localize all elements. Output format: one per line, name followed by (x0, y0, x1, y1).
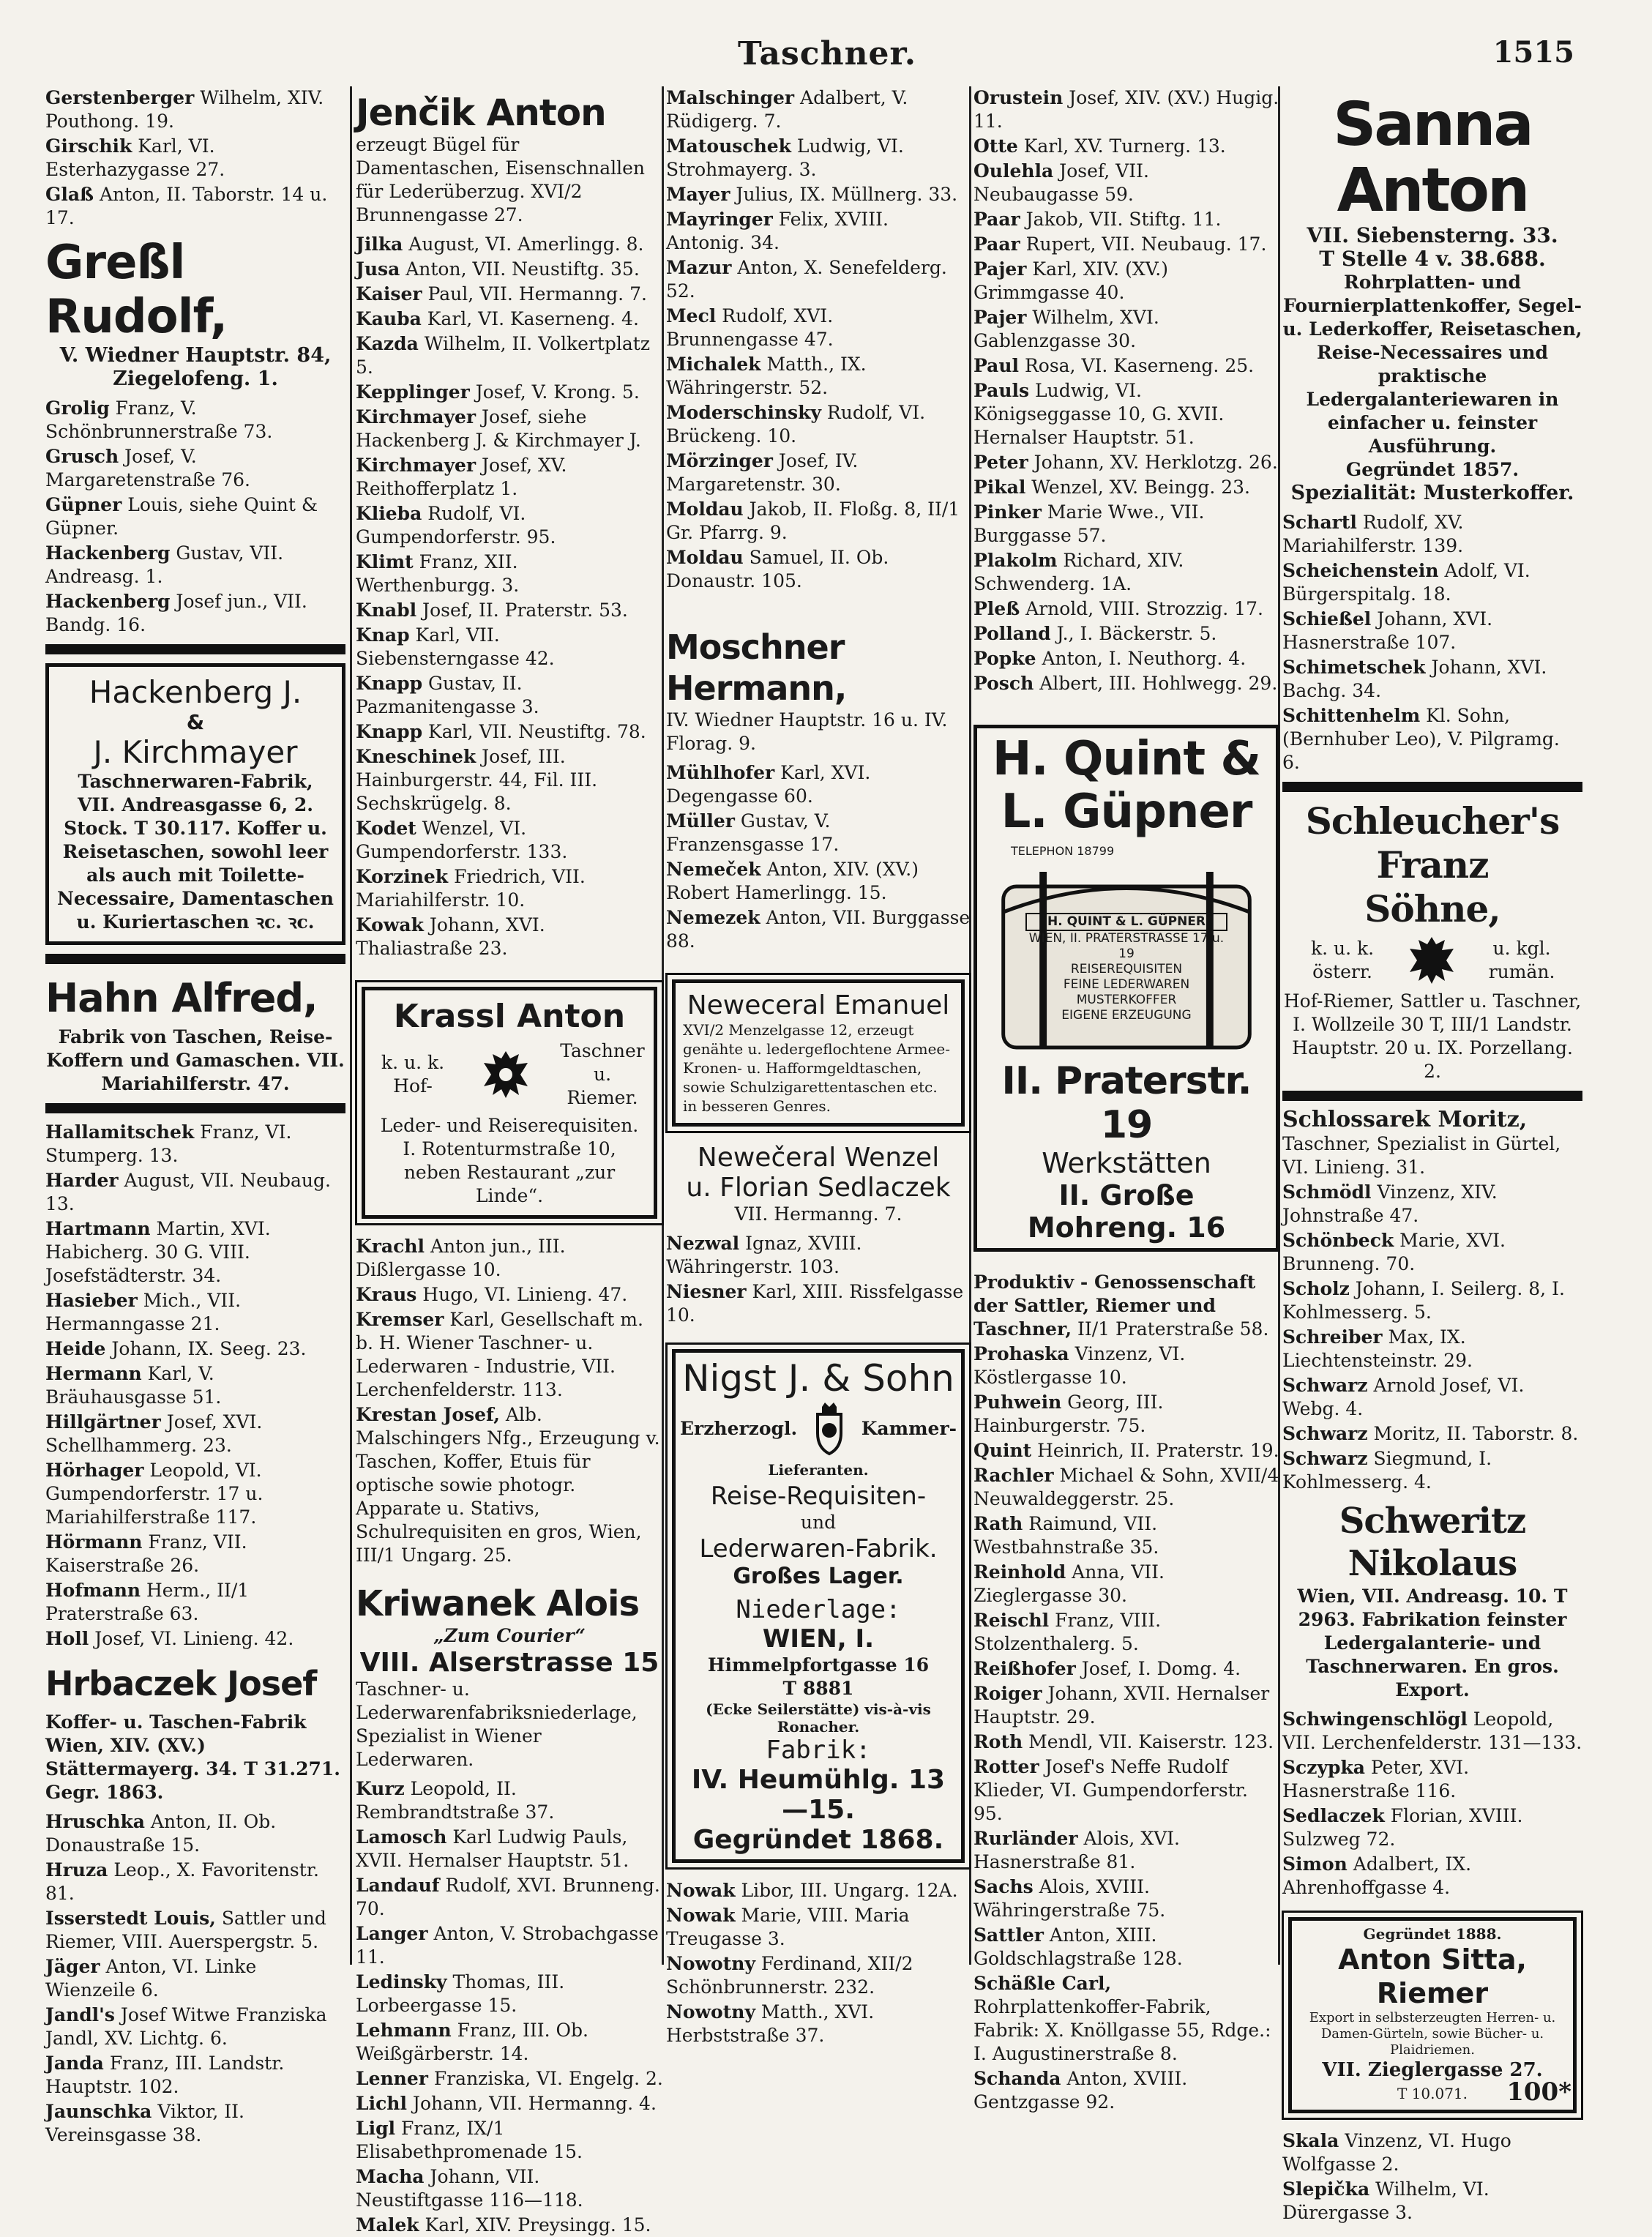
list-item: Knap Karl, VII. Siebensterngasse 42. (356, 624, 555, 669)
page-number: 1515 (1492, 35, 1574, 70)
ad-name: H. Quint & (992, 732, 1261, 786)
list-item: Produktiv - Genossenschaft der Sattler, Riemer und Taschner, II/1 Praterstraße 58. (973, 1271, 1269, 1340)
ad-name: Neweceral Emanuel (687, 990, 950, 1020)
list-item: Popke Anton, I. Neuthorg. 4. (973, 648, 1247, 669)
ad-name: Jenčik Anton (356, 92, 606, 134)
list-item: Sattler Anton, XIII. Goldschlagstraße 128. (973, 1924, 1183, 1969)
list-item: Müller Gustav, V. Franzensgasse 17. (666, 810, 840, 855)
list-item: Hackenberg Gustav, VII. Andreasg. 1. (45, 542, 284, 587)
list-item: Matouschek Ludwig, VI. Strohmayerg. 3. (666, 135, 904, 180)
page-title: Taschner. (737, 35, 917, 72)
list-item: Schittenhelm Kl. Sohn, (Bernhuber Leo), V. Pilgramg. 6. (1282, 705, 1560, 773)
advertisement-jencik (356, 92, 663, 227)
list-item: Schäßle Carl, Rohrplattenkoffer-Fabrik, Fabrik: X. Knöllgasse 55, Rdge.: I. Augustinerstraße 8. (973, 1973, 1271, 2064)
list-item: Pajer Wilhelm, XVI. Gablenzgasse 30. (973, 307, 1159, 351)
list-item: Nowak Marie, VIII. Maria Treugasse 3. (666, 1905, 910, 1949)
ad-line: Reise-Requisiten- (710, 1482, 927, 1511)
column-divider (350, 86, 352, 1965)
list-item: Pauls Ludwig, VI. Königseggasse 10, G. XVII. Hernalser Hauptstr. 51. (973, 380, 1225, 448)
list-item: Lichl Johann, VII. Hermanng. 4. (356, 2093, 657, 2114)
list-item: Schwingenschlögl Leopold, VII. Lerchenfelderstr. 131—133. (1282, 1708, 1582, 1753)
ad-line: IV. Heumühlg. 13—15. (691, 1765, 946, 1825)
ad-name: Krassl Anton (393, 998, 626, 1035)
rule (45, 644, 345, 654)
list-item: Skala Vinzenz, VI. Hugo Wolfgasse 2. (1282, 2130, 1511, 2175)
list-item: Krachl Anton jun., III. Dißlergasse 10. (356, 1236, 566, 1280)
list-item: Hofmann Herm., II/1 Praterstraße 63. (45, 1580, 250, 1624)
list-item: Moldau Jakob, II. Floßg. 8, II/1 Gr. Pfarrg. 9. (666, 498, 960, 543)
list-item: Lamosch Karl Ludwig Pauls, XVII. Hernalser Hauptstr. 51. (356, 1826, 629, 1871)
list-item: Schönbeck Marie, XVI. Brunneng. 70. (1282, 1230, 1506, 1274)
list-item: Reinhold Anna, VII. Zieglergasse 30. (973, 1561, 1165, 1606)
list-item: Sachs Alois, XVIII. Währingerstraße 75. (973, 1876, 1166, 1921)
list-item: Korzinek Friedrich, VII. Mariahilferstr. 10. (356, 866, 586, 911)
advertisement-neweceral (672, 979, 965, 1127)
list-item: Grolig Franz, V. Schönbrunnerstraße 73. (45, 397, 273, 442)
list-item: Kirchmayer Josef, XV. Reithofferplatz 1. (356, 455, 567, 499)
list-item: Mazur Anton, X. Senefelderg. 52. (666, 257, 947, 302)
list-item: Kauba Karl, VI. Kaserneng. 4. (356, 308, 639, 329)
list-item: Malschinger Adalbert, V. Rüdigerg. 7. (666, 87, 908, 132)
list-item: Mühlhofer Karl, XVI. Degengasse 60. (666, 762, 871, 807)
trunk-illustration (982, 843, 1271, 1055)
ad-line: T 8881 (782, 1678, 854, 1699)
ad-address: VII. Zieglergasse 27. (1322, 2059, 1543, 2081)
list-item: Rurländer Alois, XVI. Hasnerstraße 81. (973, 1828, 1181, 1872)
ad-name: Hackenberg J. (89, 674, 302, 710)
list-item: Nowotny Ferdinand, XII/2 Schönbrunnerstr. 232. (666, 1953, 913, 1998)
list-item: Hackenberg Josef jun., VII. Bandg. 16. (45, 591, 307, 635)
list-item: Klieba Rudolf, VI. Gumpendorferstr. 95. (356, 503, 556, 548)
list-item: Kazda Wilhelm, II. Volkertplatz 5. (356, 333, 651, 378)
list-item: Otte Karl, XV. Turnerg. 13. (973, 135, 1226, 157)
list-item: Moldau Samuel, II. Ob. Donaustr. 105. (666, 547, 889, 591)
ad-body: Rohrplatten- und Fournierplattenkoffer, Segel- u. Lederkoffer, Reisetaschen, Reise-Necessaires und praktische Ledergalanteriewaren in einfacher u. feinster Ausführung. (1282, 272, 1582, 457)
list-item: Jandl's Josef Witwe Franziska Jandl, XV. Lichtg. 6. (45, 2004, 327, 2049)
advertisement-quint (973, 725, 1279, 1252)
ad-name-2: u. Florian Sedlaczek (686, 1173, 951, 1203)
ad-role: Taschner u. Riemer. (560, 1040, 645, 1108)
ad-name-2: Söhne, (1364, 887, 1500, 930)
coat-of-arms-icon (800, 1400, 859, 1458)
double-eagle-icon (1402, 931, 1461, 990)
list-item: Nezwal Ignaz, XVIII. Währingerstr. 103. (666, 1233, 862, 1277)
list-item: Nemeček Anton, XIV. (XV.) Robert Hamerlingg. 15. (666, 859, 919, 903)
list-item: Posch Albert, III. Hohlwegg. 29. (973, 673, 1278, 694)
list-item: Rotter Josef's Neffe Rudolf Klieder, VI. Gumpendorferstr. 95. (973, 1756, 1248, 1824)
ad-line: II. Große Mohreng. 16 (1027, 1179, 1226, 1244)
list-item: Jusa Anton, VII. Neustiftg. 35. (356, 258, 640, 280)
ad-body: XVI/2 Menzelgasse 12, erzeugt genähte u. ledergeflochtene Armee-Kronen- u. Hafformgeldtaschen, sowie Schulzigarettentaschen etc. in besseren Genres. (683, 1021, 951, 1115)
ad-name: Schweritz Nikolaus (1339, 1501, 1526, 1584)
list-item: Krestan Josef, Alb. Malschingers Nfg., Erzeugung v. Taschen, Koffer, Etuis für optische sowie photogr. Apparate u. Stativs, Schulrequisiten en gros, Wien, III/1 Ungarg. 25. (356, 1404, 660, 1566)
trunk-line: REISEREQUISITEN (1070, 962, 1183, 976)
ad-specialty: Spezialität: Musterkoffer. (1290, 482, 1574, 504)
ad-name: Newečeral Wenzel (697, 1143, 940, 1173)
ad-right: u. kgl. rumän. (1488, 938, 1555, 982)
ad-ampersand: & (186, 710, 205, 734)
ad-address: II. Praterstr. 19 (1001, 1059, 1252, 1147)
list-item: Paul Rosa, VI. Kaserneng. 25. (973, 355, 1255, 376)
list-item: Schreiber Max, IX. Liechtensteinstr. 29. (1282, 1326, 1473, 1371)
list-item: Glaß Anton, II. Taborstr. 14 u. 17. (45, 184, 328, 228)
list-item: Grusch Josef, V. Margaretenstraße 76. (45, 446, 250, 490)
list-item: Macha Johann, VII. Neustiftgasse 116—118. (356, 2166, 583, 2211)
ad-name-2: L. Güpner (1001, 785, 1252, 839)
ad-line: Himmelpfortgasse 16 (707, 1654, 930, 1676)
list-item: Schwarz Moritz, II. Taborstr. 8. (1282, 1423, 1579, 1444)
ad-left: k. u. k. österr. (1311, 938, 1375, 982)
rule (1282, 1091, 1582, 1101)
ad-line: WIEN, I. (762, 1624, 875, 1654)
ad-name: Nigst J. & Sohn (682, 1357, 954, 1400)
ad-name: Schleucher's Franz (1305, 799, 1560, 886)
ad-founded: Gegründet 1857. (1345, 459, 1520, 480)
list-item: Klimt Franz, XII. Werthenburgg. 3. (356, 551, 520, 596)
ad-line: und (800, 1512, 837, 1533)
list-item: Schmödl Vinzenz, XIV. Johnstraße 47. (1282, 1181, 1498, 1226)
list-item: Scheichenstein Adolf, VI. Bürgerspitalg. 18. (1282, 560, 1530, 605)
list-item: Sedlaczek Florian, XVIII. Sulzweg 72. (1282, 1805, 1523, 1850)
list-item: Pleß Arnold, VIII. Strozzig. 17. (973, 598, 1263, 619)
ad-name: Greßl Rudolf, (45, 236, 228, 344)
list-item: Kurz Leopold, II. Rembrandtstraße 37. (356, 1778, 555, 1823)
list-item: Lehmann Franz, III. Ob. Weißgärberstr. 14. (356, 2020, 588, 2064)
list-item: Hallamitschek Franz, VI. Stumperg. 13. (45, 1121, 292, 1166)
list-item: Kodet Wenzel, VI. Gumpendorferstr. 133. (356, 818, 568, 862)
list-item: Schimetschek Johann, XVI. Bachg. 34. (1282, 657, 1547, 701)
ad-address: V. Wiedner Hauptstr. 84, Ziegelofeng. 1. (59, 344, 332, 390)
ad-name: Kriwanek Alois (356, 1583, 640, 1624)
list-item: Malek Karl, XIV. Preysingg. 15. (356, 2214, 651, 2236)
column-2 (356, 86, 663, 2236)
trunk-line: EIGENE ERZEUGUNG (1061, 1008, 1192, 1023)
ad-line: (Ecke Seilerstätte) vis-à-vis Ronacher. (706, 1700, 931, 1736)
column-5 (1282, 86, 1582, 2223)
list-item: Niesner Karl, XIII. Rissfelgasse 10. (666, 1281, 964, 1326)
list-item: Güpner Louis, siehe Quint & Güpner. (45, 494, 318, 539)
list-item: Roth Mendl, VII. Kaiserstr. 123. (973, 1731, 1274, 1752)
advertisement-hrbaczek (45, 1657, 345, 1804)
list-item: Jäger Anton, VI. Linke Wienzeile 6. (45, 1956, 257, 2001)
advertisement-hahn (45, 971, 345, 1096)
advertisement-schleucher (1282, 799, 1582, 1083)
list-item: Reißhofer Josef, I. Domg. 4. (973, 1658, 1241, 1679)
list-item: Schießel Johann, XVI. Hasnerstraße 107. (1282, 608, 1493, 653)
column-4 (973, 86, 1279, 2113)
list-item: Polland J., I. Bäckerstr. 5. (973, 623, 1217, 644)
column-3 (666, 86, 971, 2046)
trunk-line: H. QUINT & L. GÜPNER (1025, 913, 1227, 931)
list-item: Nowotny Matth., XVI. Herbststraße 37. (666, 2001, 875, 2046)
list-item: Girschik Karl, VI. Esterhazygasse 27. (45, 135, 225, 180)
ad-body: Leder- und Reiserequisiten. I. Rotenturmstraße 10, neben Restaurant „zur Linde“. (380, 1115, 639, 1206)
list-item: Knabl Josef, II. Praterstr. 53. (356, 600, 628, 621)
list-item: Schwarz Siegmund, I. Kohlmesserg. 4. (1282, 1448, 1492, 1493)
ad-founded: Gegründet 1888. (1363, 1925, 1502, 1943)
ad-body: IV. Wiedner Hauptstr. 16 u. IV. Florag. 9. (666, 709, 948, 754)
page-header (0, 29, 1652, 88)
ad-body: Taschnerwaren-Fabrik, VII. Andreasgasse 6, 2. Stock. T 30.117. Koffer u. Reisetaschen, sowohl leer als auch mit Toilette-Necessaire, Damentaschen u. Kuriertaschen ꝛc. ꝛc. (57, 771, 334, 933)
list-item: Ledinsky Thomas, III. Lorbeergasse 15. (356, 1971, 565, 2016)
list-item: Roiger Johann, XVII. Hernalser Hauptstr. 29. (973, 1683, 1270, 1728)
advertisement-hackenberg (45, 663, 345, 945)
advertisement-schweritz (1282, 1500, 1582, 1702)
list-item: Knapp Karl, VII. Neustiftg. 78. (356, 721, 646, 742)
column-1 (45, 86, 345, 2145)
list-item: Janda Franz, III. Landstr. Hauptstr. 102. (45, 2053, 285, 2097)
trunk-line: FEINE LEDERWAREN (1063, 977, 1190, 992)
advertisement-gressl (45, 236, 345, 391)
ad-line: Niederlage: (736, 1595, 901, 1624)
rule (45, 954, 345, 964)
list-item: Harder August, VII. Neubaug. 13. (45, 1170, 331, 1214)
list-item: Peter Johann, XV. Herklotzg. 26. (973, 452, 1278, 473)
list-item: Hermann Karl, V. Bräuhausgasse 51. (45, 1363, 222, 1408)
list-item: Landauf Rudolf, XVI. Brunneng. 70. (356, 1875, 660, 1919)
ad-body: Hof-Riemer, Sattler u. Taschner, I. Wollzeile 30 T, III/1 Landstr. Hauptstr. 20 u. IX. Porzellang. 2. (1283, 990, 1582, 1082)
list-item: Schartl Rudolf, XV. Mariahilferstr. 139. (1282, 512, 1464, 556)
list-item: Schanda Anton, XVIII. Gentzgasse 92. (973, 2068, 1188, 2113)
list-item: Mecl Rudolf, XVI. Brunnengasse 47. (666, 305, 834, 350)
ad-left: Erzherzogl. (680, 1418, 798, 1439)
ad-line: Lederwaren-Fabrik. (699, 1534, 938, 1564)
list-item: Rath Raimund, VII. Westbahnstraße 35. (973, 1513, 1159, 1558)
list-item: Knapp Gustav, II. Pazmanitengasse 3. (356, 673, 539, 717)
list-item: Simon Adalbert, IX. Ahrenhoffgasse 4. (1282, 1853, 1472, 1898)
trunk-telephone: TELEPHON 18799 (1011, 844, 1115, 858)
trunk-label (1025, 913, 1227, 1023)
ad-telephone: T Stelle 4 v. 38.688. (1319, 247, 1546, 271)
list-item: Lenner Franziska, VI. Engelg. 2. (356, 2068, 663, 2089)
list-item: Puhwein Georg, III. Hainburgerstr. 75. (973, 1392, 1164, 1436)
list-item: Kepplinger Josef, V. Krong. 5. (356, 381, 640, 403)
rule (1282, 782, 1582, 792)
list-item: Kremser Karl, Gesellschaft m. b. H. Wiener Taschner- u. Lederwaren - Industrie, VII. Lerchenfelderstr. 113. (356, 1309, 643, 1400)
list-item: Michalek Matth., IX. Währingerstr. 52. (666, 354, 867, 398)
ad-kuk: k. u. k. Hof- (381, 1052, 445, 1097)
ad-name: Hrbaczek Josef (45, 1664, 317, 1703)
list-item: Schwarz Arnold Josef, VI. Webg. 4. (1282, 1375, 1525, 1419)
list-item: Hasieber Mich., VII. Hermanngasse 21. (45, 1290, 242, 1334)
ad-telephone: T 10.071. (1397, 2085, 1468, 2102)
list-item: Oulehla Josef, VII. Neubaugasse 59. (973, 160, 1149, 205)
advertisement-nigst (672, 1349, 965, 1863)
list-item: Prohaska Vinzenz, VI. Köstlergasse 10. (973, 1343, 1186, 1388)
ad-line: Großes Lager. (733, 1564, 904, 1589)
advertisement-moschner (666, 627, 971, 755)
rule (45, 1103, 345, 1113)
list-item: Langer Anton, V. Strobachgasse 11. (356, 1923, 659, 1968)
ad-address: VII. Hermanng. 7. (734, 1203, 902, 1225)
list-item: Moderschinsky Rudolf, VI. Brückeng. 10. (666, 402, 926, 447)
ad-body: Wien, VII. Andreasg. 10. T 2963. Fabrikation feinster Ledergalanterie- und Taschnerwaren. En gros. Export. (1297, 1586, 1568, 1700)
list-item: Hruza Leop., X. Favoritenstr. 81. (45, 1859, 319, 1904)
ad-name: Sanna Anton (1333, 90, 1532, 225)
list-item: Scholz Johann, I. Seilerg. 8, I. Kohlmesserg. 5. (1282, 1278, 1565, 1323)
list-item: Jaunschka Viktor, II. Vereinsgasse 38. (45, 2101, 244, 2145)
list-item: Schlossarek Moritz, Taschner, Spezialist in Gürtel, VI. Linieng. 31. (1282, 1107, 1561, 1178)
list-item: Kirchmayer Josef, siehe Hackenberg J. & Kirchmayer J. (356, 406, 641, 451)
list-item: Sczypka Peter, XVI. Hasnerstraße 116. (1282, 1757, 1470, 1801)
list-item: Plakolm Richard, XIV. Schwenderg. 1A. (973, 550, 1184, 594)
advertisement-kriwanek (356, 1583, 663, 1771)
list-item: Mörzinger Josef, IV. Margaretenstr. 30. (666, 450, 859, 495)
list-item: Pajer Karl, XIV. (XV.) Grimmgasse 40. (973, 258, 1169, 303)
list-item: Paar Rupert, VII. Neubaug. 17. (973, 234, 1267, 255)
list-item: Nemezek Anton, VII. Burggasse 88. (666, 907, 971, 952)
list-item: Holl Josef, VI. Linieng. 42. (45, 1628, 294, 1649)
list-item: Kneschinek Josef, III. Hainburgerstr. 44, Fil. III. Sechskrügelg. 8. (356, 746, 598, 814)
list-item: Nowak Libor, III. Ungarg. 12A. (666, 1880, 958, 1901)
trunk-line: MUSTERKOFFER (1076, 993, 1177, 1007)
ad-name: Hahn Alfred, (45, 975, 318, 1021)
list-item: Hartmann Martin, XVI. Habicherg. 30 G. VIII. Josefstädterstr. 34. (45, 1218, 271, 1286)
double-eagle-icon (476, 1045, 535, 1104)
list-item: Slepička Wilhelm, VI. Dürergasse 3. (1282, 2178, 1490, 2223)
ad-right: Kammer- (861, 1418, 957, 1439)
printer-signature: 100* (1506, 2077, 1571, 2107)
list-item: Mayringer Felix, XVIII. Antonig. 34. (666, 209, 889, 253)
trunk-line: WIEN, II. PRATERSTRASSE 17 u. 19 (1028, 931, 1225, 961)
list-item: Isserstedt Louis, Sattler und Riemer, VIII. Auerspergstr. 5. (45, 1908, 326, 1952)
ad-body: Fabrik von Taschen, Reise-Koffern und Gamaschen. VII. Mariahilferstr. 47. (46, 1026, 345, 1094)
ad-name-2: J. Kirchmayer (93, 734, 298, 770)
list-item: Jilka August, VI. Amerlingg. 8. (356, 234, 644, 255)
list-item: Hillgärtner Josef, XVI. Schellhammerg. 23. (45, 1411, 263, 1456)
ad-address: VIII. Alserstrasse 15 (359, 1648, 659, 1678)
advertisement-krassl (362, 987, 657, 1219)
ad-subtitle: „Zum Courier“ (433, 1625, 586, 1646)
list-item: Reischl Franz, VIII. Stolzenthalerg. 5. (973, 1610, 1162, 1654)
list-item: Rachler Michael & Sohn, XVII/4 Neuwaldeggerstr. 25. (973, 1465, 1279, 1509)
ad-body: Taschner- u. Lederwarenfabriksniederlage, Spezialist in Wiener Lederwaren. (356, 1678, 638, 1770)
ad-name: Moschner Hermann, (666, 627, 847, 708)
list-item: Heide Johann, IX. Seeg. 23. (45, 1338, 307, 1359)
ad-name: Anton Sitta, Riemer (1338, 1943, 1527, 2009)
advertisement-newecerAl-wenzel (666, 1143, 971, 1226)
list-item: Ligl Franz, IX/1 Elisabethpromenade 15. (356, 2118, 583, 2162)
list-item: Hörmann Franz, VII. Kaiserstraße 26. (45, 1531, 247, 1576)
list-item: Quint Heinrich, II. Praterstr. 19. (973, 1440, 1279, 1461)
list-item: Gerstenberger Wilhelm, XIV. Pouthong. 19. (45, 87, 324, 132)
ad-line: Werkstätten (1042, 1147, 1211, 1179)
ad-body: Koffer- u. Taschen-Fabrik Wien, XIV. (XV.) Stättermayerg. 34. T 31.271. Gegr. 1863. (45, 1711, 341, 1803)
list-item: Kaiser Paul, VII. Hermanng. 7. (356, 283, 647, 305)
list-item: Kowak Johann, XVI. Thaliastraße 23. (356, 914, 545, 959)
ad-body: erzeugt Bügel für Damentaschen, Eisenschnallen für Lederüberzug. XVI/2 Brunnengasse 27. (356, 134, 646, 225)
list-item: Mayer Julius, IX. Müllnerg. 33. (666, 184, 958, 205)
ad-address: VII. Siebensterng. 33. (1307, 223, 1558, 247)
list-item: Paar Jakob, VII. Stiftg. 11. (973, 209, 1222, 230)
list-item: Hruschka Anton, II. Ob. Donaustraße 15. (45, 1811, 277, 1856)
advertisement-sanna (1282, 92, 1582, 505)
ad-subtitle: Lieferanten. (768, 1461, 869, 1479)
list-item: Pikal Wenzel, XV. Beingg. 23. (973, 477, 1250, 498)
list-item: Pinker Marie Wwe., VII. Burggasse 57. (973, 501, 1205, 546)
ad-line: Fabrik: (766, 1736, 871, 1765)
list-item: Hörhager Leopold, VI. Gumpendorferstr. 17 u. Mariahilferstraße 117. (45, 1460, 264, 1528)
ad-body: Export in selbsterzeugten Herren- u. Damen-Gürteln, sowie Bücher- u. Plaidriemen. (1309, 2010, 1556, 2058)
list-item: Orustein Josef, XIV. (XV.) Hugig. 11. (973, 87, 1279, 132)
ad-line: Gegründet 1868. (692, 1825, 944, 1855)
list-item: Kraus Hugo, VI. Linieng. 47. (356, 1284, 628, 1305)
